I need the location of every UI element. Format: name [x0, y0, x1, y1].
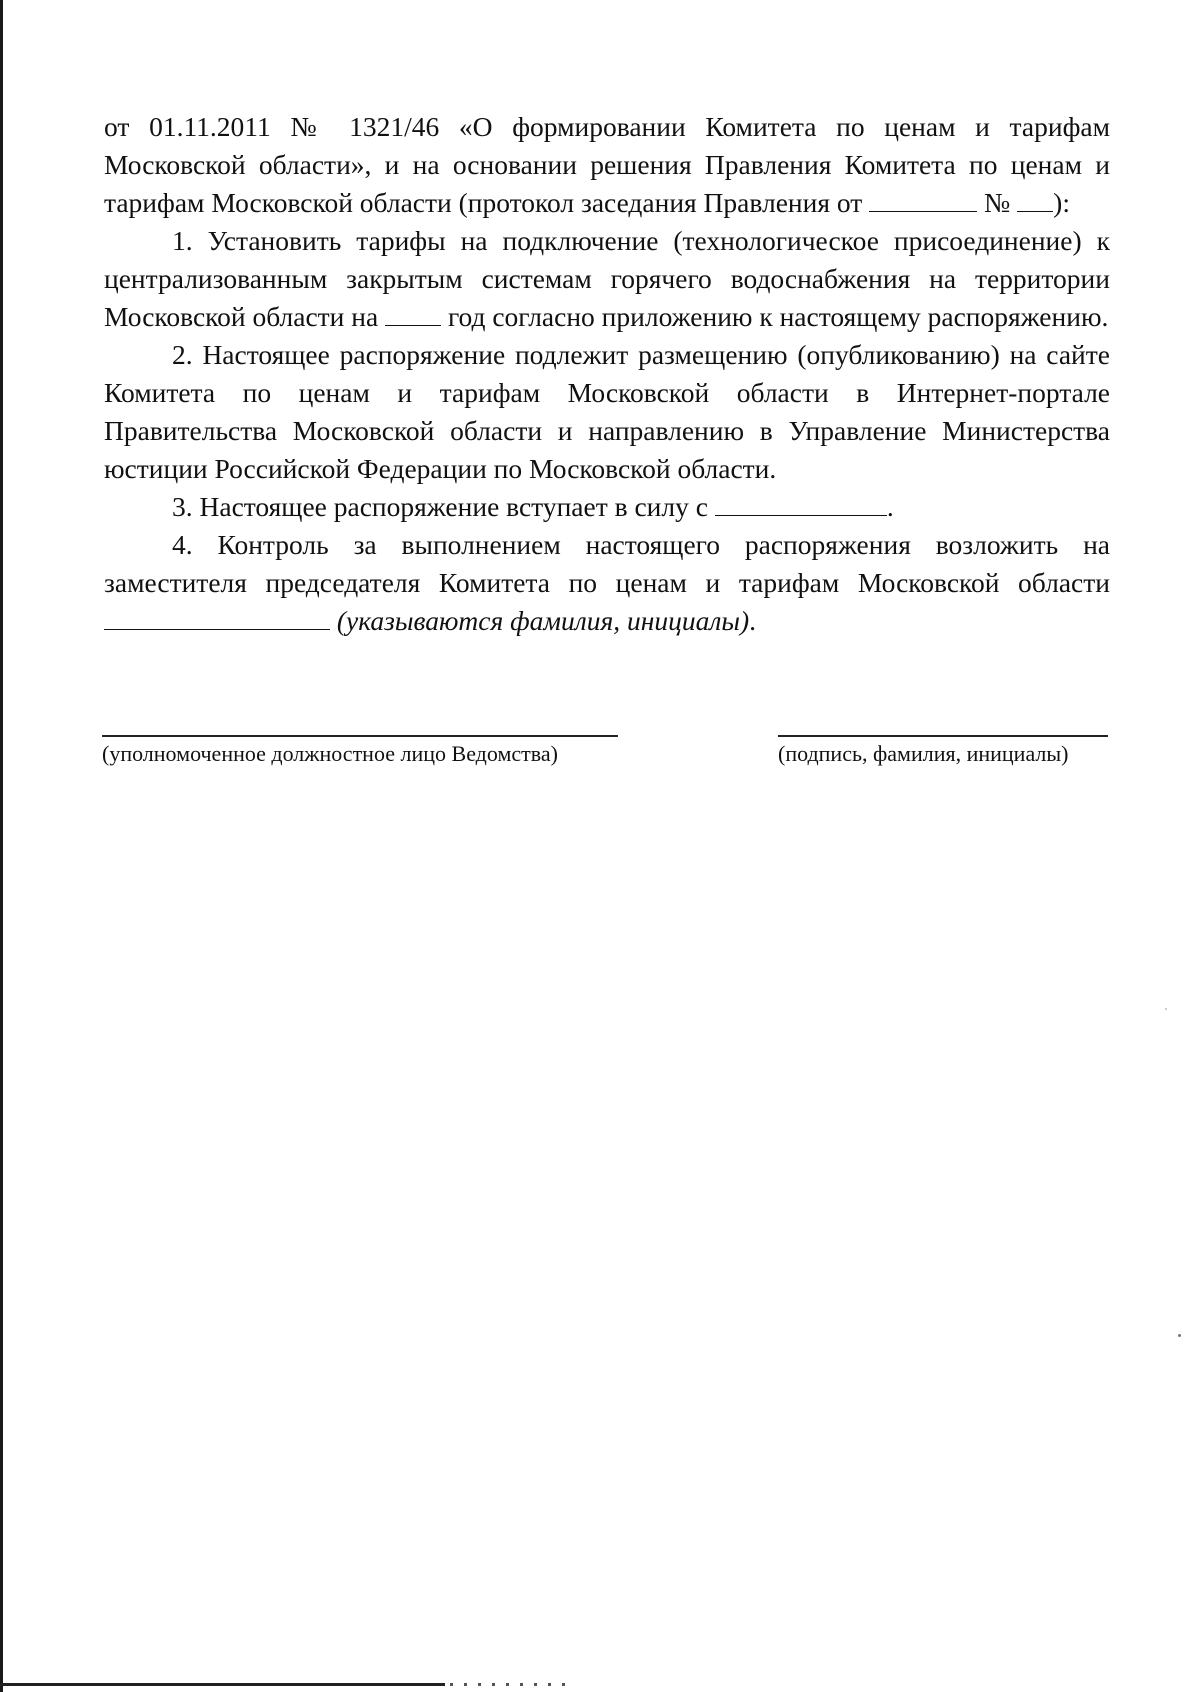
preamble-end: ): [1053, 187, 1070, 218]
tariff-year-blank [385, 303, 441, 326]
bottom-edge-line [0, 1683, 445, 1686]
item-1-text-end: год согласно приложению к настоящему распоряжению. [447, 301, 1109, 332]
scan-speck [1178, 1334, 1181, 1337]
preamble-text: от 01.11.2011 № 1321/46 «О формировании Комитета по ценам и тарифам Московской области», и на основании решения Правления Комитета по ценам и тарифам Московской области (протокол заседания Правления от [104, 111, 1110, 218]
protocol-date-blank [869, 189, 977, 212]
official-caption: (уполномоченное должностное лицо Ведомства) [102, 741, 558, 766]
signature-name-line [778, 735, 1108, 737]
item-3-text: 3. Настоящее распоряжение вступает в силу с [172, 491, 708, 522]
item-2-paragraph: 2. Настоящее распоряжение подлежит размещению (опубликованию) на сайте Комитета по ценам и тарифам Московской области в Интернет-портале Правительства Московской области и направлению в Управление Министерства юстиции Российской Федерации по Московской области. [104, 339, 1110, 484]
item-4-paragraph [104, 526, 1110, 640]
preamble-paragraph [104, 108, 1110, 222]
document-body [104, 108, 1110, 640]
deputy-name-note: (указываются фамилия, инициалы) [336, 605, 750, 636]
item-4-end: . [749, 605, 757, 636]
signature-name-block [778, 735, 1108, 767]
effective-date-blank [715, 493, 887, 516]
item-3-paragraph [104, 488, 1110, 526]
item-1-paragraph [104, 222, 1110, 336]
item-1-text: 1. Установить тарифы на подключение (технологическое присоединение) к централизованным закрытым системам горячего водоснабжения на территории Московской области на [104, 225, 1110, 332]
official-signature-line [102, 735, 618, 737]
deputy-name-blank [104, 607, 330, 630]
signature-caption: (подпись, фамилия, инициалы) [778, 741, 1069, 766]
page-left-edge [0, 0, 3, 1692]
item-4-text: 4. Контроль за выполнением настоящего распоряжения возложить на заместителя председателя Комитета по ценам и тарифам Московской области [104, 529, 1110, 598]
official-signature-block [102, 735, 618, 767]
protocol-number-blank [1017, 189, 1053, 212]
scan-speck [1165, 1008, 1167, 1010]
item-3-end: . [886, 491, 894, 522]
protocol-number-sign: № [984, 187, 1011, 218]
bottom-edge-dots [450, 1683, 570, 1686]
